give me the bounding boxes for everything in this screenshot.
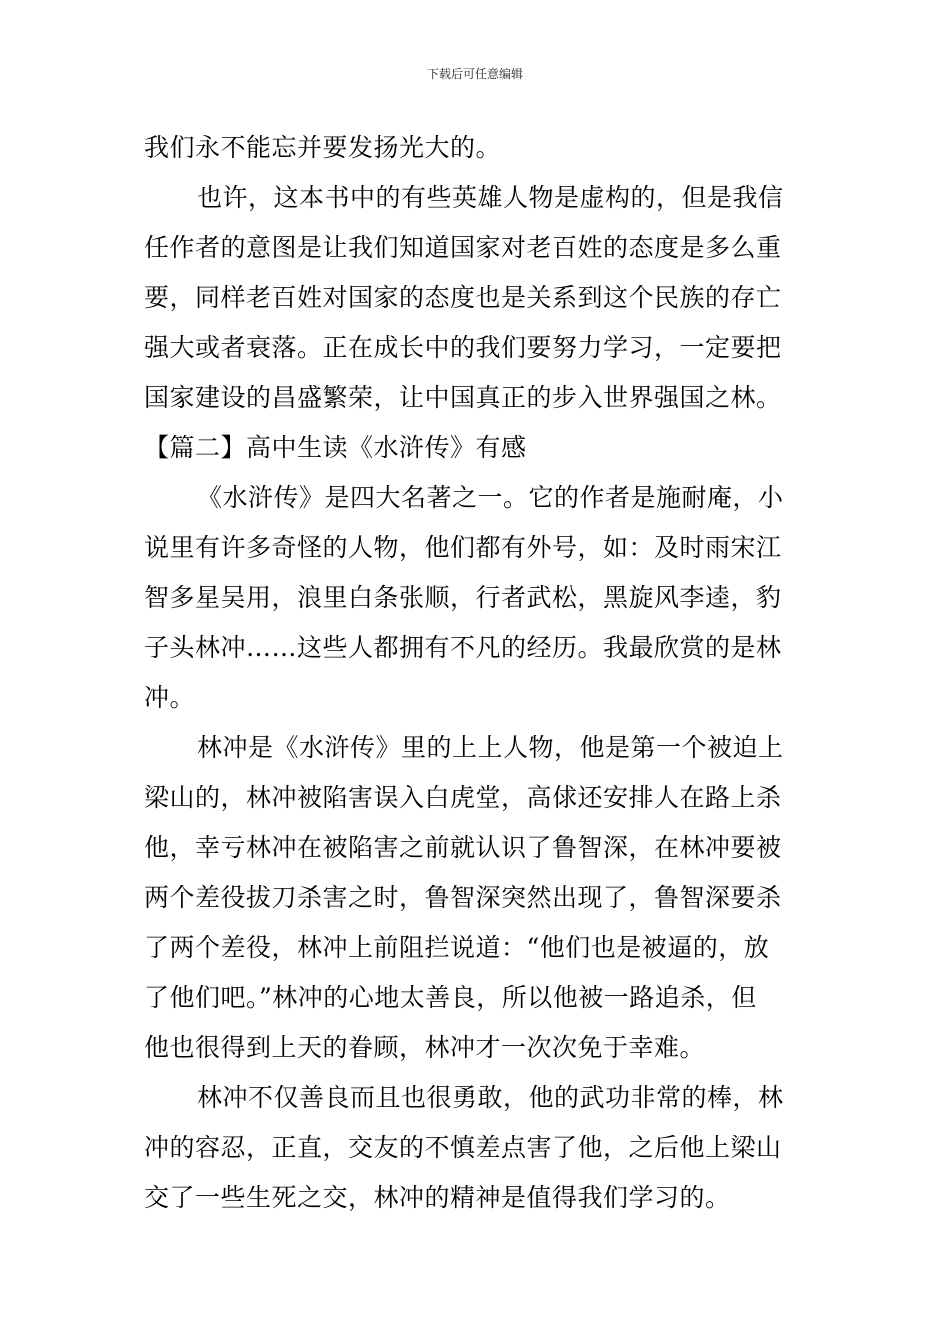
- body-line: 要，同样老百姓对国家的态度也是关系到这个民族的存亡: [144, 283, 782, 312]
- body-line: 了他们吧。”林冲的心地太善良，所以他被一路追杀，但: [144, 983, 757, 1012]
- body-line: 我们永不能忘并要发扬光大的。: [144, 133, 502, 162]
- paragraph-start-line: 林冲是《水浒传》里的上上人物，他是第一个被迫上: [197, 733, 784, 762]
- body-line: 交了一些生死之交，林冲的精神是值得我们学习的。: [144, 1183, 731, 1212]
- body-line: 他也很得到上天的眷顾，林冲才一次次免于幸难。: [144, 1033, 706, 1062]
- paragraph-start-line: 《水浒传》是四大名著之一。它的作者是施耐庵，小: [197, 483, 784, 512]
- paragraph-start-line: 林冲不仅善良而且也很勇敢，他的武功非常的棒，林: [197, 1083, 784, 1112]
- paragraph-start-line: 也许，这本书中的有些英雄人物是虚构的，但是我信: [197, 183, 784, 212]
- section-heading: 【篇二】高中生读《水浒传》有感: [144, 433, 527, 462]
- body-line: 强大或者衰落。正在成长中的我们要努力学习，一定要把: [144, 333, 782, 362]
- body-line: 国家建设的昌盛繁荣，让中国真正的步入世界强国之林。: [144, 383, 782, 412]
- body-line: 梁山的，林冲被陷害误入白虎堂，高俅还安排人在路上杀: [144, 783, 782, 812]
- body-line: 说里有许多奇怪的人物，他们都有外号，如：及时雨宋江: [144, 533, 782, 562]
- body-line: 他，幸亏林冲在被陷害之前就认识了鲁智深，在林冲要被: [144, 833, 782, 862]
- body-line: 任作者的意图是让我们知道国家对老百姓的态度是多么重: [144, 233, 782, 262]
- body-line: 两个差役拔刀杀害之时，鲁智深突然出现了，鲁智深要杀: [144, 883, 782, 912]
- body-line: 冲的容忍，正直，交友的不慎差点害了他，之后他上梁山: [144, 1133, 782, 1162]
- body-line: 子头林冲……这些人都拥有不凡的经历。我最欣赏的是林: [144, 633, 782, 662]
- body-line: 了两个差役，林冲上前阻拦说道：“他们也是被逼的，放: [144, 933, 770, 962]
- body-line: 智多星吴用，浪里白条张顺，行者武松，黑旋风李逵，豹: [144, 583, 782, 612]
- header-note: 下载后可任意编辑: [426, 67, 523, 81]
- body-line: 冲。: [144, 683, 196, 712]
